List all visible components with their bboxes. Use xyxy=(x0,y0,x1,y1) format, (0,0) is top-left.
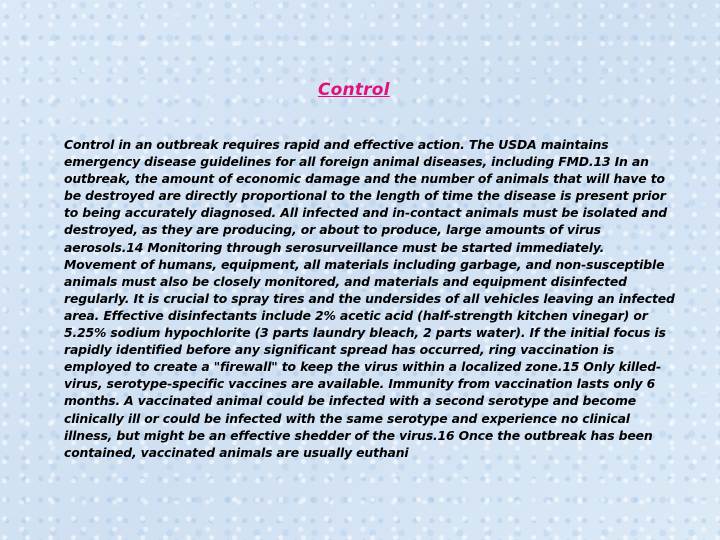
slide-body-text: Control in an outbreak requires rapid and effective action. The USDA maintains emergency disease guidelines for all foreign animal diseases, including FMD.13 In an outbreak, the amount of economic damage and the number of animals that will have to be destroyed are directly proportional to the length of time the disease is present prior to being accurately diagnosed. All infected and in-contact animals must be isolated and destroyed, as they are producing, or about to produce, large amounts of virus aerosols.14 Monitoring through serosurveillance must be started immediately. Movement of humans, equipment, all materials including garbage, and non-susceptible animals must also be closely monitored, and materials and equipment disinfected regularly. It is crucial to spray tires and the undersides of all vehicles leaving an infected area. Effective disinfectants include 2% acetic acid (half-strength kitchen vinegar) or 5.25% sodium hypochlorite (3 parts laundry bleach, 2 parts water). If the initial focus is rapidly identified before any significant spread has occurred, ring vaccination is employed to create a "firewall" to keep the virus within a localized zone.15 Only killed-virus, serotype-specific vaccines are available. Immunity from vaccination lasts only 6 months. A vaccinated animal could be infected with a second serotype and become clinically ill or could be infected with the same serotype and experience no clinical illness, but might be an effective shedder of the virus.16 Once the outbreak has been contained, vaccinated animals are usually euthani xyxy=(64,137,675,460)
slide-title: Control xyxy=(318,80,390,100)
